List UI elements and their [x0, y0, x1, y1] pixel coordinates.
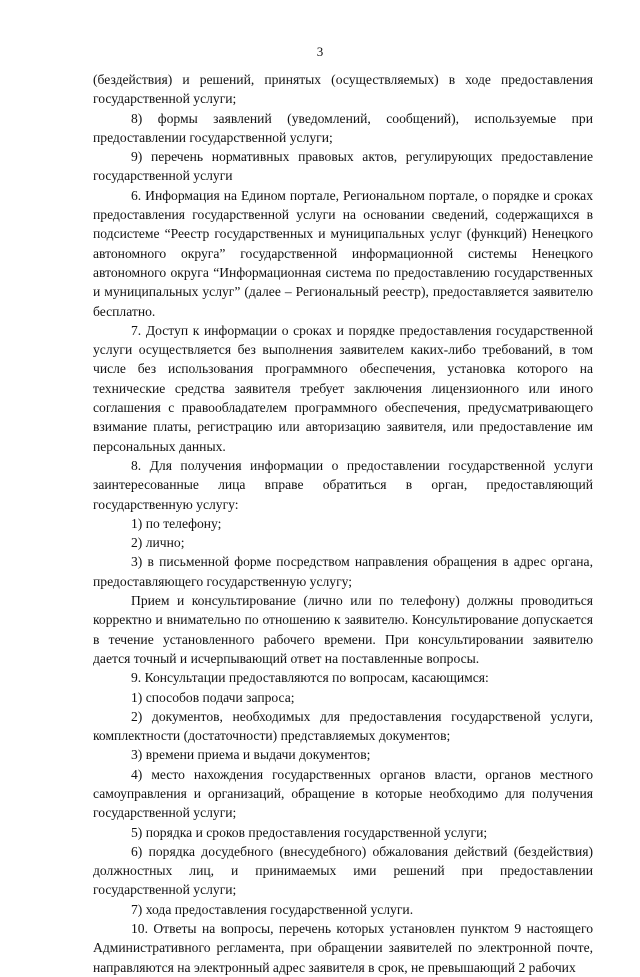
page-number: 3 [316, 44, 324, 59]
paragraph: 7. Доступ к информации о сроках и порядке предоставления государственной услуги осуществляется без выполнения заявителем каких-либо требований, в том числе без использования программного обеспечения, установка которого на технические средства заявителя требует заключения лицензионного или иного соглашения с правообладателем программного обеспечения, предусматривающего взимание платы, регистрацию или авторизацию заявителя, или предоставление им персональных данных. [93, 322, 593, 454]
paragraph: Прием и консультирование (лично или по телефону) должны проводиться корректно и внимательно по отношению к заявителю. Консультирование допускается в течение установленного рабочего времени. При консультировании заявителю дается точный и исчерпывающий ответ на поставленные вопросы. [93, 593, 593, 666]
paragraph: 10. Ответы на вопросы, перечень которых установлен пунктом 9 настоящего Административного регламента, при обращении заявителей по электронной почте, направляются на электронный адрес заявителя в срок, не превышающий 2 рабочих [93, 921, 593, 975]
paragraph: (бездействия) и решений, принятых (осуществляемых) в ходе предоставления государственной услуги; [93, 72, 593, 107]
paragraph: 2) документов, необходимых для предоставления государственой услуги, комплектности (достаточности) представляемых документов; [93, 708, 593, 744]
paragraph: 1) по телефону; [131, 515, 222, 531]
paragraph: 3) в письменной форме посредством направления обращения в адрес органа, предоставляющего государственную услугу; [93, 554, 593, 589]
paragraph: 1) способов подачи запроса; [131, 689, 295, 705]
document-body [93, 70, 593, 977]
paragraph: 6. Информация на Едином портале, Региональном портале, о порядке и сроках предоставления государственной услуги на основании сведений, содержащихся в подсистеме “Реестр государственных и муниципальных услуг (функций) Ненецкого автономного округа” государственной информационной системы Ненецкого автономного округа “Информационная система по предоставлению государственных и муниципальных услуг” (далее – Региональный реестр), предоставляется заявителю бесплатно. [93, 187, 593, 319]
paragraph: 4) место нахождения государственных органов власти, органов местного самоуправления и организаций, обращение в которые необходимо для получения государственной услуги; [93, 766, 593, 821]
paragraph: 9. Консультации предоставляются по вопросам, касающимся: [131, 670, 489, 686]
paragraph: 9) перечень нормативных правовых актов, регулирующих предоставление государственной услуги [93, 149, 593, 184]
paragraph: 3) времени приема и выдачи документов; [131, 747, 371, 763]
paragraph: 2) лично; [131, 535, 185, 551]
paragraph: 8. Для получения информации о предоставлении государственной услуги заинтересованные лица вправе обратиться в орган, предоставляющий государственную услугу: [93, 457, 593, 512]
paragraph: 7) хода предоставления государственной услуги. [131, 901, 414, 917]
paragraph: 8) формы заявлений (уведомлений, сообщений), используемые при предоставлении государственной услуги; [93, 110, 593, 145]
paragraph: 6) порядка досудебного (внесудебного) обжалования действий (бездействия) должностных лиц, и принимаемых ими решений при предоставлении государственной услуги; [93, 843, 593, 898]
paragraph: 5) порядка и сроков предоставления государственной услуги; [131, 824, 488, 840]
